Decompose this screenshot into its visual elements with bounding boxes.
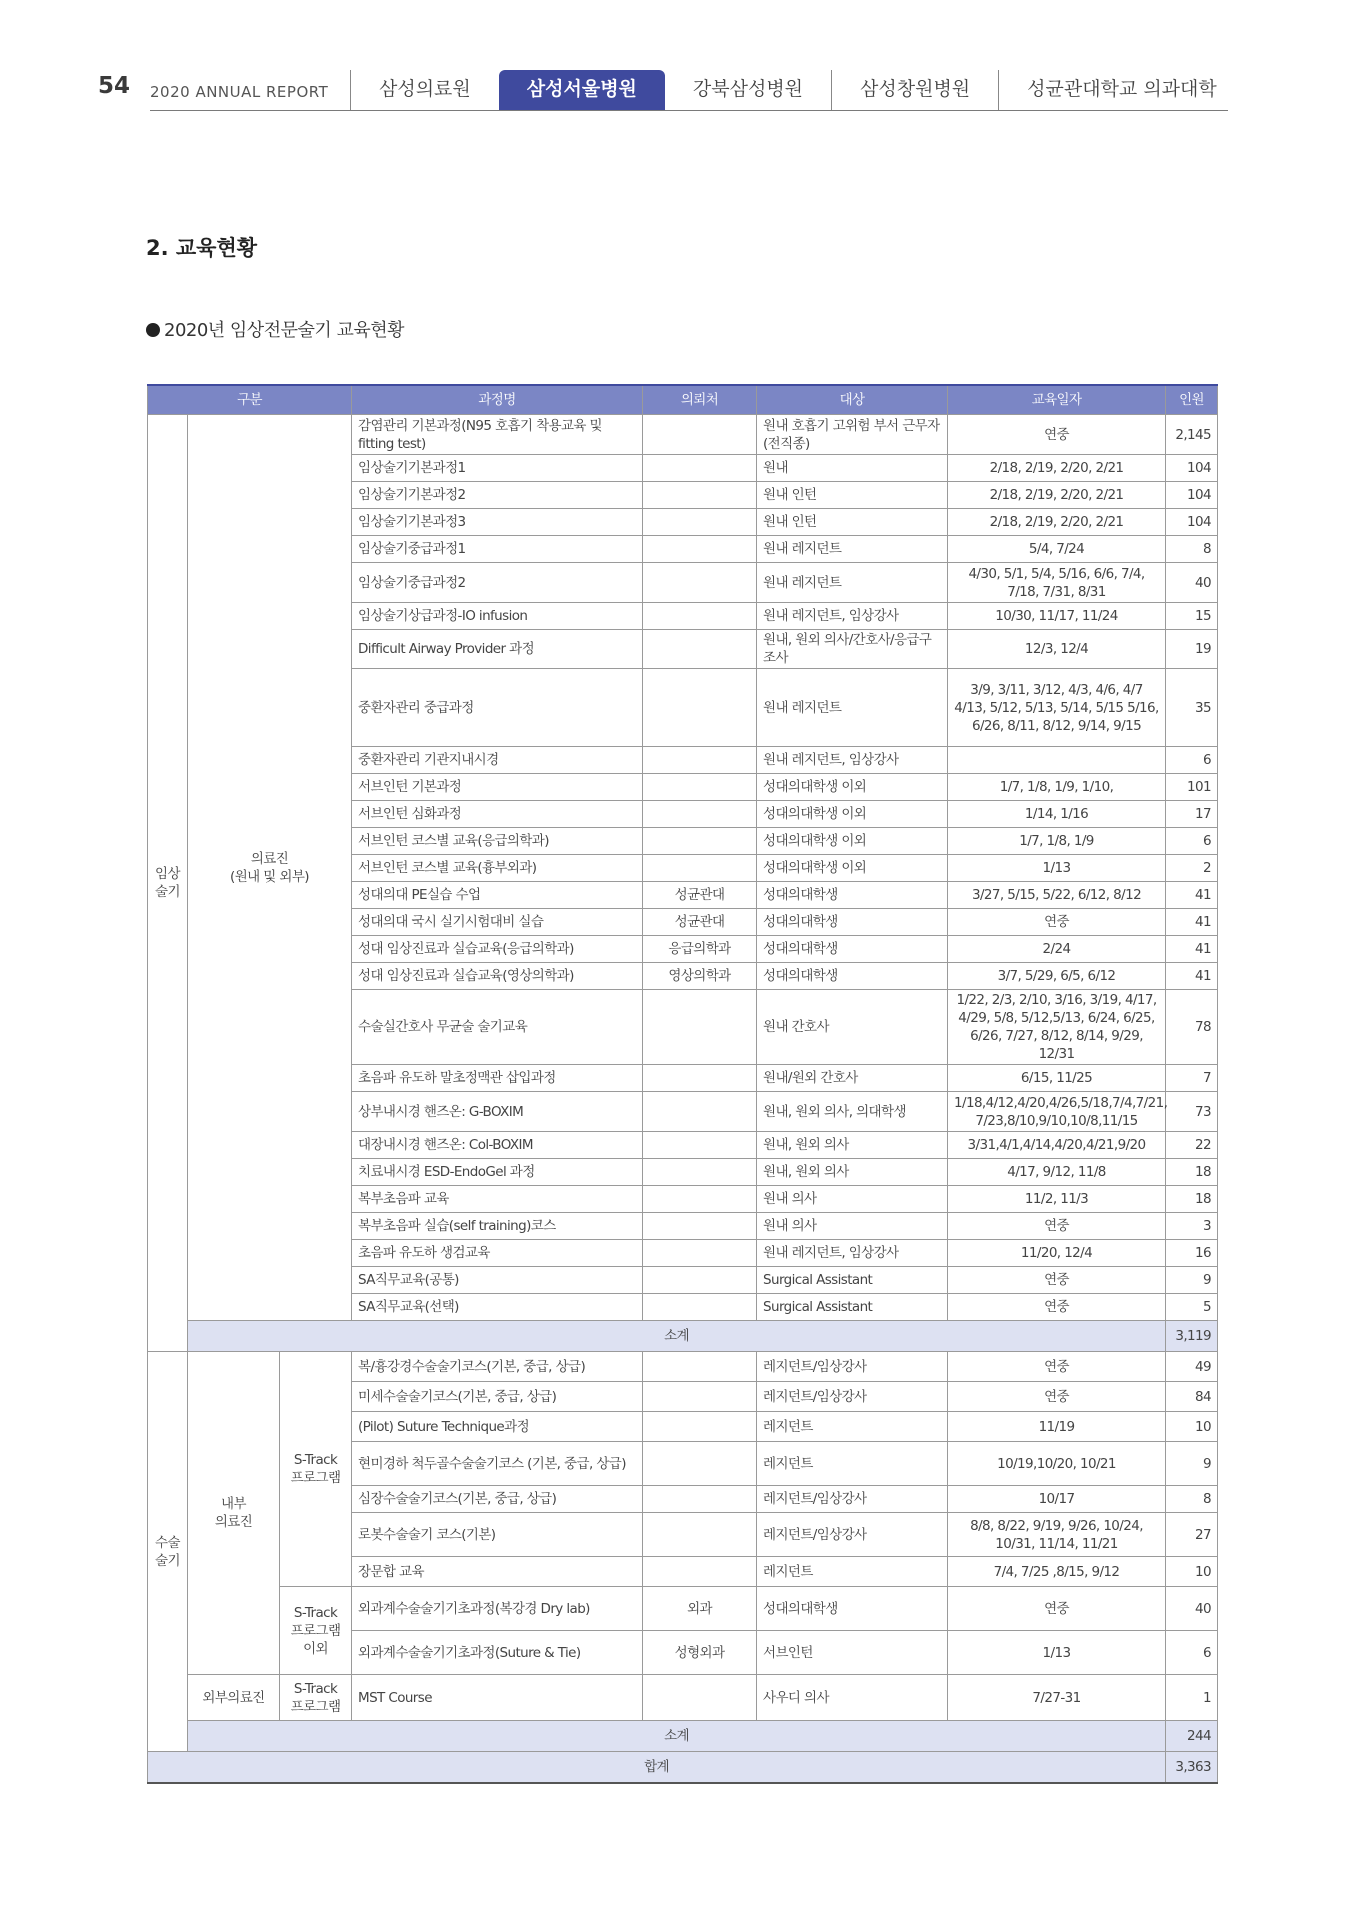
subgroup-internal-staff: 내부 의료진 — [188, 1352, 280, 1675]
category-clinical-skills: 임상 술기 — [148, 415, 188, 1352]
target: 원내, 원외 의사/간호사/응급구조사 — [757, 630, 948, 669]
target: 서브인턴 — [757, 1631, 948, 1675]
participant-count: 27 — [1166, 1513, 1218, 1557]
course-name: 감염관리 기본과정(N95 호흡기 착용교육 및 fitting test) — [352, 415, 643, 455]
requester — [643, 1159, 757, 1186]
participant-count: 10 — [1166, 1412, 1218, 1442]
participant-count: 41 — [1166, 963, 1218, 990]
requester — [643, 1557, 757, 1587]
participant-count: 5 — [1166, 1294, 1218, 1321]
participant-count: 8 — [1166, 1486, 1218, 1513]
report-title: 2020 ANNUAL REPORT — [150, 83, 329, 101]
course-name: 임상술기기본과정2 — [352, 482, 643, 509]
course-name: 초음파 유도하 생검교육 — [352, 1240, 643, 1267]
course-name: 성대의대 국시 실기시험대비 실습 — [352, 909, 643, 936]
tab-samsung-seoul[interactable]: 삼성서울병원 — [499, 70, 665, 110]
bullet-icon — [146, 323, 160, 337]
participant-count: 8 — [1166, 536, 1218, 563]
requester — [643, 1186, 757, 1213]
header-date: 교육일자 — [948, 385, 1166, 415]
participant-count: 9 — [1166, 1267, 1218, 1294]
participant-count: 1 — [1166, 1675, 1218, 1721]
participant-count: 40 — [1166, 1587, 1218, 1631]
course-name: 중환자관리 기관지내시경 — [352, 747, 643, 774]
requester — [643, 603, 757, 630]
course-name: 치료내시경 ESD-EndoGel 과정 — [352, 1159, 643, 1186]
course-name: 성대 임상진료과 실습교육(응급의학과) — [352, 936, 643, 963]
participant-count: 15 — [1166, 603, 1218, 630]
table-row — [148, 1587, 1218, 1631]
education-date: 4/30, 5/1, 5/4, 5/16, 6/6, 7/4, 7/18, 7/31, 8/31 — [948, 563, 1166, 603]
education-date: 3/7, 5/29, 6/5, 6/12 — [948, 963, 1166, 990]
participant-count: 2 — [1166, 855, 1218, 882]
table-row — [148, 1352, 1218, 1382]
course-name: 상부내시경 핸즈온: G-BOXIM — [352, 1092, 643, 1132]
education-date: 1/13 — [948, 855, 1166, 882]
subgroup-external-staff: 외부의료진 — [188, 1675, 280, 1721]
education-date: 2/18, 2/19, 2/20, 2/21 — [948, 482, 1166, 509]
course-name: 서브인턴 코스별 교육(응급의학과) — [352, 828, 643, 855]
course-name: 복/흉강경수술술기코스(기본, 중급, 상급) — [352, 1352, 643, 1382]
target: 원내 의사 — [757, 1186, 948, 1213]
target: 성대의대학생 이외 — [757, 855, 948, 882]
education-date: 연중 — [948, 1382, 1166, 1412]
target: 레지던트 — [757, 1557, 948, 1587]
requester — [643, 828, 757, 855]
total-row — [148, 1752, 1218, 1784]
target: 레지던트/임상강사 — [757, 1513, 948, 1557]
participant-count: 104 — [1166, 509, 1218, 536]
table-row — [148, 415, 1218, 455]
requester — [643, 536, 757, 563]
s-track-external: S-Track 프로그램 — [280, 1675, 352, 1721]
target: 원내 간호사 — [757, 990, 948, 1065]
education-date: 11/19 — [948, 1412, 1166, 1442]
education-date: 연중 — [948, 909, 1166, 936]
requester — [643, 1412, 757, 1442]
education-date: 10/17 — [948, 1486, 1166, 1513]
requester — [643, 669, 757, 747]
target: 원내/원외 간호사 — [757, 1065, 948, 1092]
course-name: (Pilot) Suture Technique과정 — [352, 1412, 643, 1442]
participant-count: 78 — [1166, 990, 1218, 1065]
requester — [643, 1092, 757, 1132]
requester — [643, 1065, 757, 1092]
tab-skku-medicine[interactable]: 성균관대학교 의과대학 — [998, 70, 1245, 110]
requester: 외과 — [643, 1587, 757, 1631]
education-date: 1/14, 1/16 — [948, 801, 1166, 828]
tab-kangbuk-samsung[interactable]: 강북삼성병원 — [692, 78, 804, 100]
participant-count: 41 — [1166, 882, 1218, 909]
table-header-row — [148, 385, 1218, 415]
participant-count: 10 — [1166, 1557, 1218, 1587]
requester — [643, 455, 757, 482]
course-name: 중환자관리 중급과정 — [352, 669, 643, 747]
target: 원내 레지던트 — [757, 669, 948, 747]
target: 성대의대학생 이외 — [757, 801, 948, 828]
education-date: 연중 — [948, 1294, 1166, 1321]
education-date: 1/18,4/12,4/20,4/26,5/18,7/4,7/21, 7/23,8/10,9/10,10/8,11/15 — [948, 1092, 1166, 1132]
total-value: 3,363 — [1166, 1752, 1218, 1784]
education-date: 6/15, 11/25 — [948, 1065, 1166, 1092]
subtotal-label: 소계 — [188, 1721, 1166, 1752]
subtotal-row — [148, 1721, 1218, 1752]
target: 사우디 의사 — [757, 1675, 948, 1721]
requester: 성균관대 — [643, 909, 757, 936]
course-name: 복부초음파 교육 — [352, 1186, 643, 1213]
subtotal-value: 3,119 — [1166, 1321, 1218, 1352]
course-name: 서브인턴 코스별 교육(흉부외과) — [352, 855, 643, 882]
course-name: 임상술기기본과정1 — [352, 455, 643, 482]
total-label: 합계 — [148, 1752, 1166, 1784]
participant-count: 35 — [1166, 669, 1218, 747]
education-date: 12/3, 12/4 — [948, 630, 1166, 669]
course-name: 외과계수술술기기초과정(복강경 Dry lab) — [352, 1587, 643, 1631]
s-track-program: S-Track 프로그램 — [280, 1352, 352, 1587]
header-course: 과정명 — [352, 385, 643, 415]
course-name: 외과계수술술기기초과정(Suture & Tie) — [352, 1631, 643, 1675]
education-date: 4/17, 9/12, 11/8 — [948, 1159, 1166, 1186]
requester — [643, 415, 757, 455]
course-name: 서브인턴 기본과정 — [352, 774, 643, 801]
target: 원내 레지던트, 임상강사 — [757, 747, 948, 774]
course-name: 대장내시경 핸즈온: Col-BOXIM — [352, 1132, 643, 1159]
target: 성대의대학생 — [757, 1587, 948, 1631]
target: 레지던트 — [757, 1412, 948, 1442]
target: 원내 레지던트 — [757, 563, 948, 603]
education-date — [948, 747, 1166, 774]
participant-count: 73 — [1166, 1092, 1218, 1132]
course-name: 로봇수술술기 코스(기본) — [352, 1513, 643, 1557]
education-date: 5/4, 7/24 — [948, 536, 1166, 563]
course-name: 수술실간호사 무균술 술기교육 — [352, 990, 643, 1065]
requester — [643, 1513, 757, 1557]
target: 원내 레지던트, 임상강사 — [757, 1240, 948, 1267]
participant-count: 22 — [1166, 1132, 1218, 1159]
course-name: 임상술기중급과정2 — [352, 563, 643, 603]
requester — [643, 509, 757, 536]
target: 레지던트/임상강사 — [757, 1486, 948, 1513]
header-target: 대상 — [757, 385, 948, 415]
participant-count: 104 — [1166, 482, 1218, 509]
page-header — [0, 0, 1357, 120]
education-table — [147, 384, 1218, 1784]
education-date: 11/2, 11/3 — [948, 1186, 1166, 1213]
education-date: 연중 — [948, 1352, 1166, 1382]
education-date: 1/7, 1/8, 1/9 — [948, 828, 1166, 855]
requester — [643, 801, 757, 828]
education-date: 1/22, 2/3, 2/10, 3/16, 3/19, 4/17, 4/29, 5/8, 5/12,5/13, 6/24, 6/25, 6/26, 7/27, 8/12, 8/14, 9/29, 12/31 — [948, 990, 1166, 1065]
participant-count: 17 — [1166, 801, 1218, 828]
requester — [643, 1132, 757, 1159]
target: 원내 레지던트, 임상강사 — [757, 603, 948, 630]
education-date: 연중 — [948, 1267, 1166, 1294]
participant-count: 6 — [1166, 1631, 1218, 1675]
education-date: 1/13 — [948, 1631, 1166, 1675]
course-name: 서브인턴 심화과정 — [352, 801, 643, 828]
education-date: 10/19,10/20, 10/21 — [948, 1442, 1166, 1486]
tab-samsung-changwon[interactable]: 삼성창원병원 — [831, 70, 998, 110]
clinical-skills-body — [148, 415, 1218, 1352]
sub-title — [146, 316, 404, 342]
course-name: 현미경하 척두골수술술기코스 (기본, 중급, 상급) — [352, 1442, 643, 1486]
course-name: 임상술기상급과정-IO infusion — [352, 603, 643, 630]
tab-samsung-medical[interactable]: 삼성의료원 — [350, 70, 499, 110]
header-category: 구분 — [148, 385, 352, 415]
education-date: 연중 — [948, 1213, 1166, 1240]
requester: 영상의학과 — [643, 963, 757, 990]
education-date: 1/7, 1/8, 1/9, 1/10, — [948, 774, 1166, 801]
participant-count: 2,145 — [1166, 415, 1218, 455]
target: 성대의대학생 — [757, 882, 948, 909]
education-date: 11/20, 12/4 — [948, 1240, 1166, 1267]
requester — [643, 1486, 757, 1513]
participant-count: 3 — [1166, 1213, 1218, 1240]
target: 성대의대학생 — [757, 909, 948, 936]
course-name: MST Course — [352, 1675, 643, 1721]
s-track-other: S-Track 프로그램 이외 — [280, 1587, 352, 1675]
requester — [643, 1442, 757, 1486]
participant-count: 49 — [1166, 1352, 1218, 1382]
category-surgical-skills: 수술 술기 — [148, 1352, 188, 1752]
participant-count: 19 — [1166, 630, 1218, 669]
section-tabs — [350, 70, 1245, 112]
target: Surgical Assistant — [757, 1267, 948, 1294]
requester — [643, 630, 757, 669]
requester: 성균관대 — [643, 882, 757, 909]
header-requester: 의뢰처 — [643, 385, 757, 415]
target: 레지던트/임상강사 — [757, 1382, 948, 1412]
participant-count: 41 — [1166, 909, 1218, 936]
table-row — [148, 1675, 1218, 1721]
course-name: SA직무교육(선택) — [352, 1294, 643, 1321]
requester — [643, 1267, 757, 1294]
header-count: 인원 — [1166, 385, 1218, 415]
course-name: SA직무교육(공통) — [352, 1267, 643, 1294]
participant-count: 101 — [1166, 774, 1218, 801]
education-date: 3/9, 3/11, 3/12, 4/3, 4/6, 4/7 4/13, 5/12, 5/13, 5/14, 5/15 5/16, 6/26, 8/11, 8/12, 9/14, 9/15 — [948, 669, 1166, 747]
subtotal-value: 244 — [1166, 1721, 1218, 1752]
target: 원내 의사 — [757, 1213, 948, 1240]
course-name: 성대 임상진료과 실습교육(영상의학과) — [352, 963, 643, 990]
participant-count: 16 — [1166, 1240, 1218, 1267]
target: Surgical Assistant — [757, 1294, 948, 1321]
education-date: 10/30, 11/17, 11/24 — [948, 603, 1166, 630]
page-number: 54 — [98, 73, 131, 99]
participant-count: 9 — [1166, 1442, 1218, 1486]
course-name: Difficult Airway Provider 과정 — [352, 630, 643, 669]
course-name: 성대의대 PE실습 수업 — [352, 882, 643, 909]
target: 원내 인턴 — [757, 509, 948, 536]
target: 성대의대학생 — [757, 936, 948, 963]
education-date: 7/4, 7/25 ,8/15, 9/12 — [948, 1557, 1166, 1587]
requester — [643, 747, 757, 774]
target: 원내 인턴 — [757, 482, 948, 509]
target: 원내, 원외 의사 — [757, 1132, 948, 1159]
education-date: 연중 — [948, 415, 1166, 455]
target: 성대의대학생 이외 — [757, 774, 948, 801]
requester — [643, 1675, 757, 1721]
education-date: 2/24 — [948, 936, 1166, 963]
course-name: 복부초음파 실습(self training)코스 — [352, 1213, 643, 1240]
participant-count: 6 — [1166, 747, 1218, 774]
subtotal-label: 소계 — [188, 1321, 1166, 1352]
requester — [643, 563, 757, 603]
course-name: 임상술기기본과정3 — [352, 509, 643, 536]
participant-count: 84 — [1166, 1382, 1218, 1412]
requester: 성형외과 — [643, 1631, 757, 1675]
education-date: 연중 — [948, 1587, 1166, 1631]
education-date: 2/18, 2/19, 2/20, 2/21 — [948, 509, 1166, 536]
requester — [643, 1240, 757, 1267]
target: 레지던트/임상강사 — [757, 1352, 948, 1382]
requester — [643, 1382, 757, 1412]
requester: 응급의학과 — [643, 936, 757, 963]
target: 원내 호흡기 고위험 부서 근무자 (전직종) — [757, 415, 948, 455]
subgroup-medical-staff: 의료진 (원내 및 외부) — [188, 415, 352, 1321]
target: 레지던트 — [757, 1442, 948, 1486]
education-date: 3/27, 5/15, 5/22, 6/12, 8/12 — [948, 882, 1166, 909]
education-date: 3/31,4/1,4/14,4/20,4/21,9/20 — [948, 1132, 1166, 1159]
participant-count: 40 — [1166, 563, 1218, 603]
target: 성대의대학생 이외 — [757, 828, 948, 855]
course-name: 심장수술술기코스(기본, 중급, 상급) — [352, 1486, 643, 1513]
participant-count: 41 — [1166, 936, 1218, 963]
participant-count: 18 — [1166, 1159, 1218, 1186]
requester — [643, 1294, 757, 1321]
requester — [643, 855, 757, 882]
requester — [643, 1213, 757, 1240]
course-name: 초음파 유도하 말초정맥관 삽입과정 — [352, 1065, 643, 1092]
section-title: 2. 교육현황 — [146, 236, 258, 260]
participant-count: 6 — [1166, 828, 1218, 855]
header-rule — [150, 110, 1228, 111]
education-date: 8/8, 8/22, 9/19, 9/26, 10/24, 10/31, 11/14, 11/21 — [948, 1513, 1166, 1557]
surgical-skills-body — [148, 1352, 1218, 1784]
education-date: 2/18, 2/19, 2/20, 2/21 — [948, 455, 1166, 482]
target: 성대의대학생 — [757, 963, 948, 990]
requester — [643, 1352, 757, 1382]
target: 원내, 원외 의사 — [757, 1159, 948, 1186]
course-name: 미세수술술기코스(기본, 중급, 상급) — [352, 1382, 643, 1412]
education-date: 7/27-31 — [948, 1675, 1166, 1721]
participant-count: 7 — [1166, 1065, 1218, 1092]
requester — [643, 482, 757, 509]
subtotal-row — [148, 1321, 1218, 1352]
course-name: 임상술기중급과정1 — [352, 536, 643, 563]
course-name: 장문합 교육 — [352, 1557, 643, 1587]
sub-title-text: 2020년 임상전문술기 교육현황 — [164, 320, 405, 341]
participant-count: 104 — [1166, 455, 1218, 482]
participant-count: 18 — [1166, 1186, 1218, 1213]
requester — [643, 774, 757, 801]
target: 원내 레지던트 — [757, 536, 948, 563]
target: 원내, 원외 의사, 의대학생 — [757, 1092, 948, 1132]
requester — [643, 990, 757, 1065]
target: 원내 — [757, 455, 948, 482]
